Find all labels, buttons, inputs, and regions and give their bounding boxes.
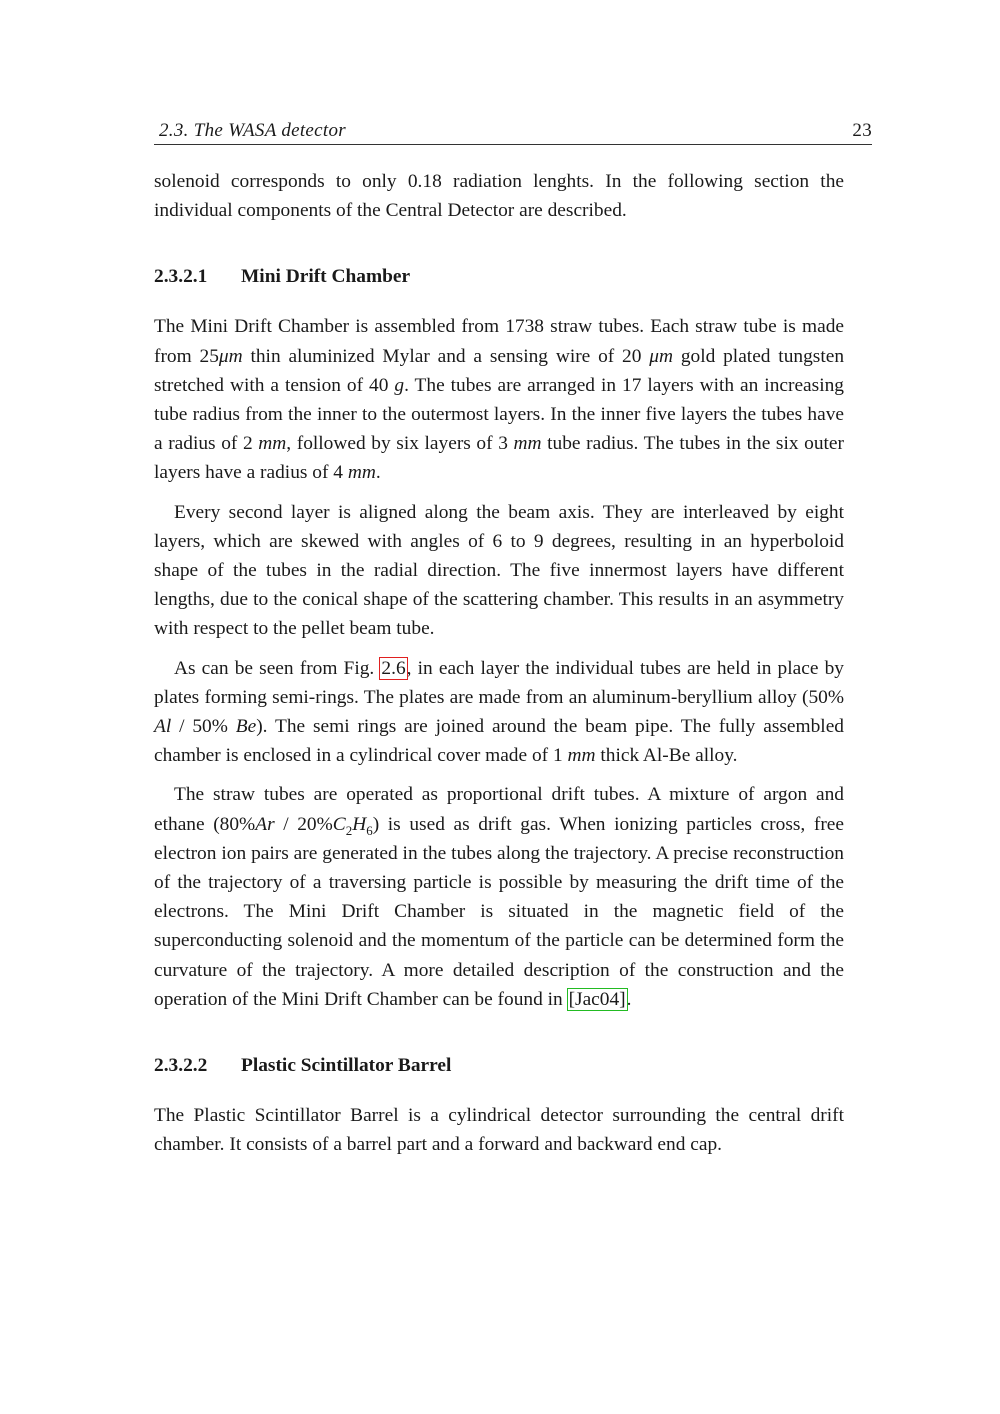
page-number: 23 (852, 120, 872, 141)
psb-paragraph-1: The Plastic Scintillator Barrel is a cylindrical detector surrounding the central drift chamber. It consists of a barrel part and a forward and backward end cap. (154, 1105, 844, 1156)
element-argon: Ar (255, 813, 275, 835)
unit-micrometer: μm (218, 345, 243, 367)
section-number: 2.3.2.2 (154, 1055, 208, 1077)
ethane-formula-hydrogen: H (352, 813, 367, 835)
unit-millimeter: mm (513, 433, 542, 455)
intro-paragraph: solenoid corresponds to only 0.18 radiation lenghts. In the following section the individual components of the Central Detector are described. (154, 171, 844, 222)
citation-link[interactable]: [Jac04] (568, 988, 626, 1010)
ethane-hydrogen-subscript: 6 (366, 822, 373, 838)
unit-millimeter: mm (567, 745, 596, 767)
ethane-carbon-subscript: 2 (345, 822, 353, 838)
ethane-formula-carbon: C (332, 813, 346, 835)
section-heading-plastic-scintillator-barrel (154, 1051, 844, 1080)
unit-millimeter: mm (347, 462, 376, 484)
section-title: Mini Drift Chamber (241, 266, 411, 288)
section-number: 2.3.2.1 (154, 266, 208, 288)
running-header-section: 2.3. The WASA detector (159, 120, 346, 141)
mdc-paragraph-3: As can be seen from Fig. 2.6, in each layer the individual tubes are held in place by plates forming semi-rings. The plates are made from an aluminum-beryllium alloy (50% Al / 50% Be). The semi rings are joined around the beam pipe. The fully assembled chamber is enclosed in a cylindrical cover made of 1 mm thick Al-Be alloy. (154, 657, 844, 767)
body-text (154, 167, 844, 1159)
unit-gram: g (394, 374, 405, 396)
page (154, 118, 872, 1169)
section-title: Plastic Scintillator Barrel (241, 1055, 452, 1077)
element-aluminum: Al (154, 716, 172, 738)
figure-reference-link[interactable]: 2.6 (381, 657, 406, 679)
unit-millimeter: mm (258, 433, 287, 455)
unit-micrometer: μm (649, 345, 674, 367)
running-header (154, 118, 872, 145)
mdc-paragraph-1: The Mini Drift Chamber is assembled from 1738 straw tubes. Each straw tube is made from 25μm thin aluminized Mylar and a sensing wire of 20 μm gold plated tungsten stretched with a tension of 40 g. The tubes are arranged in 17 layers with an increasing tube radius from the inner to the outermost layers. In the inner five layers the tubes have a radius of 2 mm, followed by six layers of 3 mm tube radius. The tubes in the six outer layers have a radius of 4 mm. (154, 316, 845, 484)
mdc-paragraph-2: Every second layer is aligned along the beam axis. They are interleaved by eight layers, which are skewed with angles of 6 to 9 degrees, resulting in an hyperboloid shape of the tubes in the radial direction. The five innermost layers have different lengths, due to the conical shape of the scattering chamber. This results in an asymmetry with respect to the pellet beam tube. (154, 501, 844, 640)
mdc-paragraph-4: The straw tubes are operated as proportional drift tubes. A mixture of argon and ethane $(80\%Ar / 20\%C_2H_6)$ is used as drift gas. When ionizing particles cross, free electron ion pairs are generated in the tubes along the trajectory. A precise reconstruction of the trajectory of a traversing particle is possible by measuring the drift time of the electrons. The Mini Drift Chamber is situated in the magnetic field of the superconducting solenoid and the momentum of the particle can be determined form the curvature of the trajectory. A more detailed description of the construction and the operation of the Mini Drift Chamber can be found in [Jac04]. (154, 784, 844, 1010)
element-beryllium: Be (235, 716, 257, 738)
section-heading-mini-drift-chamber (154, 262, 844, 291)
